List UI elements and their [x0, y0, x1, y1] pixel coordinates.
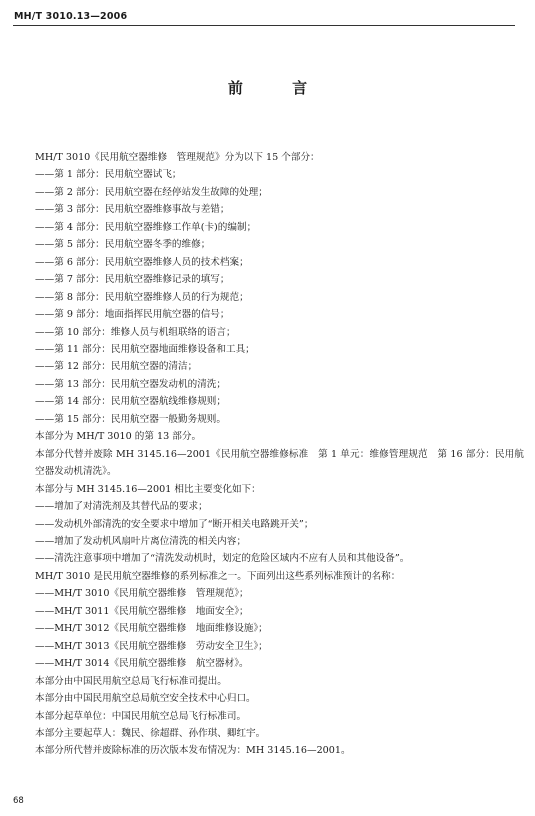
list-item-part-9: ——第 9 部分：地面指挥民用航空器的信号； — [35, 309, 230, 321]
paragraph-series-intro: MH/T 3010 是民用航空器维修的系列标准之一。下面列出这些系列标准预计的名称： — [35, 570, 401, 582]
paragraph-changes-intro: 本部分与 MH 3145.16—2001 相比主要变化如下： — [35, 483, 261, 495]
list-item-part-7: ——第 7 部分：民用航空器维修记录的填写； — [35, 274, 230, 286]
standard-code-header: MH/T 3010.13—2006 — [14, 11, 128, 22]
list-item-series-3013: ——MH/T 3013《民用航空器维修 劳动安全卫生》； — [35, 640, 268, 652]
list-item-series-3012: ——MH/T 3012《民用航空器维修 地面维修设施》； — [35, 623, 268, 635]
list-item-part-1: ——第 1 部分：民用航空器试飞； — [35, 169, 182, 181]
list-item-series-3011: ——MH/T 3011《民用航空器维修 地面安全》； — [35, 605, 249, 617]
list-item-change-1: ——增加了对清洗剂及其替代品的要求； — [35, 501, 208, 513]
paragraph-version-history: 本部分所代替并废除标准的历次版本发布情况为：MH 3145.16—2001。 — [35, 745, 351, 757]
list-item-part-6: ——第 6 部分：民用航空器维修人员的技术档案； — [35, 256, 249, 268]
list-item-series-3014: ——MH/T 3014《民用航空器维修 航空器材》。 — [35, 658, 249, 670]
list-item-part-11: ——第 11 部分：民用航空器地面维修设备和工具； — [35, 343, 255, 355]
list-item-part-10: ——第 10 部分：维修人员与机组联络的语言； — [35, 326, 236, 338]
paragraph-drafters: 本部分主要起草人：魏民、徐超群、孙作琪、卿红宇。 — [35, 727, 266, 739]
paragraph-part-number: 本部分为 MH/T 3010 的第 13 部分。 — [35, 431, 202, 443]
list-item-part-12: ——第 12 部分：民用航空器的清洁； — [35, 361, 198, 373]
header-divider — [13, 25, 515, 26]
list-item-part-4: ——第 4 部分：民用航空器维修工作单(卡)的编制； — [35, 221, 257, 233]
list-item-part-13: ——第 13 部分：民用航空器发动机的清洗； — [35, 378, 226, 390]
list-item-series-3010: ——MH/T 3010《民用航空器维修 管理规范》； — [35, 588, 249, 600]
list-item-part-5: ——第 5 部分：民用航空器冬季的维修； — [35, 239, 211, 251]
foreword-body — [14, 149, 524, 760]
list-item-change-3: ——增加了发动机风扇叶片离位清洗的相关内容； — [35, 535, 247, 547]
list-item-part-2: ——第 2 部分：民用航空器在经停站发生故障的处理； — [35, 186, 268, 198]
list-item-change-4: ——清洗注意事项中增加了“清洗发动机时，划定的危险区域内不应有人员和其他设备”。 — [35, 553, 410, 565]
paragraph-drafting-unit: 本部分起草单位：中国民用航空总局飞行标准司。 — [35, 710, 247, 722]
page-number: 68 — [13, 796, 24, 806]
paragraph-parts-intro: MH/T 3010《民用航空器维修 管理规范》分为以下 15 个部分： — [35, 152, 320, 163]
list-item-part-3: ——第 3 部分：民用航空器维修事故与差错； — [35, 204, 230, 216]
paragraph-centralized-by: 本部分由中国民用航空总局航空安全技术中心归口。 — [35, 693, 256, 705]
list-item-part-15: ——第 15 部分：民用航空器一般勤务规则。 — [35, 413, 226, 425]
page-title: 前 言 — [227, 79, 330, 97]
paragraph-replaces: 本部分代替并废除 MH 3145.16—2001《民用航空器维修标准 第 1 单元：维修管理规范 第 16 部分：民用航空器发动机清洗》。 — [35, 448, 524, 478]
paragraph-proposer: 本部分由中国民用航空总局飞行标准司提出。 — [35, 675, 227, 687]
list-item-change-2: ——发动机外部清洗的安全要求中增加了“断开相关电路跳开关”； — [35, 518, 314, 530]
list-item-part-8: ——第 8 部分：民用航空器维修人员的行为规范； — [35, 291, 249, 303]
list-item-part-14: ——第 14 部分：民用航空器航线维修规则； — [35, 396, 226, 408]
